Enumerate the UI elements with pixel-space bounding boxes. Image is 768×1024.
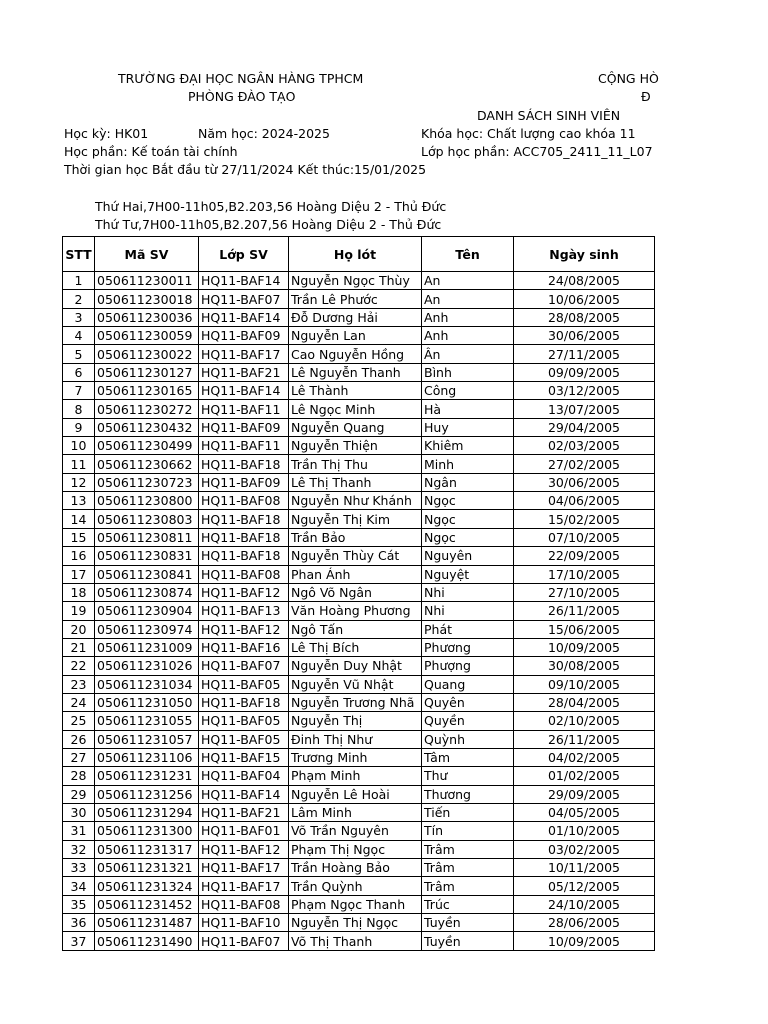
cell-last-middle-name: Nguyễn Trương Nhã bbox=[289, 693, 422, 711]
cell-class: HQ11-BAF21 bbox=[199, 803, 289, 821]
cell-first-name: An bbox=[422, 272, 514, 290]
cell-student-id: 050611230011 bbox=[95, 272, 199, 290]
cell-student-id: 050611230803 bbox=[95, 510, 199, 528]
cell-last-middle-name: Võ Trần Nguyên bbox=[289, 822, 422, 840]
cell-stt: 14 bbox=[63, 510, 95, 528]
cell-stt: 22 bbox=[63, 657, 95, 675]
cell-class: HQ11-BAF13 bbox=[199, 602, 289, 620]
cell-first-name: Công bbox=[422, 382, 514, 400]
table-row bbox=[63, 547, 655, 565]
cell-class: HQ11-BAF14 bbox=[199, 382, 289, 400]
cell-student-id: 050611231452 bbox=[95, 895, 199, 913]
cell-class: HQ11-BAF08 bbox=[199, 565, 289, 583]
cell-class: HQ11-BAF18 bbox=[199, 528, 289, 546]
cell-class: HQ11-BAF11 bbox=[199, 400, 289, 418]
cell-class: HQ11-BAF12 bbox=[199, 840, 289, 858]
cell-student-id: 050611230662 bbox=[95, 455, 199, 473]
cell-student-id: 050611231106 bbox=[95, 748, 199, 766]
cell-class: HQ11-BAF18 bbox=[199, 455, 289, 473]
table-row bbox=[63, 657, 655, 675]
cell-last-middle-name: Nguyễn Thị Ngọc bbox=[289, 914, 422, 932]
table-row bbox=[63, 803, 655, 821]
cell-stt: 21 bbox=[63, 638, 95, 656]
cell-stt: 12 bbox=[63, 473, 95, 491]
cell-birth-date: 10/09/2005 bbox=[514, 932, 655, 950]
cell-class: HQ11-BAF18 bbox=[199, 510, 289, 528]
cell-last-middle-name: Nguyễn Vũ Nhật bbox=[289, 675, 422, 693]
table-row bbox=[63, 602, 655, 620]
cell-class: HQ11-BAF05 bbox=[199, 675, 289, 693]
study-period-label: Thời gian học Bắt đầu từ 27/11/2024 Kết thúc:15/01/2025 bbox=[64, 162, 427, 177]
cell-first-name: Nguyên bbox=[422, 547, 514, 565]
cell-student-id: 050611230432 bbox=[95, 418, 199, 436]
cell-last-middle-name: Nguyễn Lê Hoài bbox=[289, 785, 422, 803]
cell-class: HQ11-BAF21 bbox=[199, 363, 289, 381]
cell-stt: 25 bbox=[63, 712, 95, 730]
cell-first-name: Thư bbox=[422, 767, 514, 785]
cell-student-id: 050611231055 bbox=[95, 712, 199, 730]
cell-first-name: Ngọc bbox=[422, 528, 514, 546]
cell-class: HQ11-BAF09 bbox=[199, 418, 289, 436]
header-first-name: Tên bbox=[422, 237, 514, 272]
cell-first-name: Phương bbox=[422, 638, 514, 656]
cell-birth-date: 22/09/2005 bbox=[514, 547, 655, 565]
cell-stt: 5 bbox=[63, 345, 95, 363]
cell-last-middle-name: Trần Lê Phước bbox=[289, 290, 422, 308]
cell-birth-date: 29/04/2005 bbox=[514, 418, 655, 436]
cell-stt: 2 bbox=[63, 290, 95, 308]
cell-student-id: 050611230127 bbox=[95, 363, 199, 381]
table-row bbox=[63, 583, 655, 601]
cell-birth-date: 10/11/2005 bbox=[514, 859, 655, 877]
cell-birth-date: 04/05/2005 bbox=[514, 803, 655, 821]
cell-last-middle-name: Phan Ánh bbox=[289, 565, 422, 583]
cell-stt: 18 bbox=[63, 583, 95, 601]
table-row bbox=[63, 345, 655, 363]
cell-student-id: 050611230811 bbox=[95, 528, 199, 546]
cell-birth-date: 03/02/2005 bbox=[514, 840, 655, 858]
cell-stt: 33 bbox=[63, 859, 95, 877]
cell-stt: 9 bbox=[63, 418, 95, 436]
cell-last-middle-name: Nguyễn Thị bbox=[289, 712, 422, 730]
cell-student-id: 050611230841 bbox=[95, 565, 199, 583]
cell-first-name: Tuyền bbox=[422, 932, 514, 950]
cell-last-middle-name: Đỗ Dương Hải bbox=[289, 308, 422, 326]
cell-student-id: 050611230904 bbox=[95, 602, 199, 620]
cell-stt: 32 bbox=[63, 840, 95, 858]
cell-first-name: Quyên bbox=[422, 693, 514, 711]
cell-last-middle-name: Lê Ngọc Minh bbox=[289, 400, 422, 418]
cell-class: HQ11-BAF09 bbox=[199, 473, 289, 491]
table-row bbox=[63, 620, 655, 638]
table-row bbox=[63, 877, 655, 895]
cell-last-middle-name: Nguyễn Duy Nhật bbox=[289, 657, 422, 675]
cell-stt: 8 bbox=[63, 400, 95, 418]
table-row bbox=[63, 748, 655, 766]
cell-class: HQ11-BAF05 bbox=[199, 712, 289, 730]
cell-stt: 4 bbox=[63, 327, 95, 345]
cell-class: HQ11-BAF16 bbox=[199, 638, 289, 656]
cell-first-name: Trâm bbox=[422, 840, 514, 858]
schedule-line-1: Thứ Hai,7H00-11h05,B2.203,56 Hoàng Diệu 2 - Thủ Đức bbox=[95, 199, 447, 214]
cell-first-name: Ân bbox=[422, 345, 514, 363]
cell-last-middle-name: Lâm Minh bbox=[289, 803, 422, 821]
table-row bbox=[63, 895, 655, 913]
cell-last-middle-name: Nguyễn Như Khánh bbox=[289, 492, 422, 510]
cell-birth-date: 27/11/2005 bbox=[514, 345, 655, 363]
cell-student-id: 050611230831 bbox=[95, 547, 199, 565]
cell-stt: 15 bbox=[63, 528, 95, 546]
cell-birth-date: 04/02/2005 bbox=[514, 748, 655, 766]
cell-class: HQ11-BAF05 bbox=[199, 730, 289, 748]
cell-student-id: 050611231231 bbox=[95, 767, 199, 785]
header-stt: STT bbox=[63, 237, 95, 272]
cell-birth-date: 13/07/2005 bbox=[514, 400, 655, 418]
cell-stt: 10 bbox=[63, 437, 95, 455]
cell-stt: 24 bbox=[63, 693, 95, 711]
cell-student-id: 050611231050 bbox=[95, 693, 199, 711]
cell-first-name: Ngọc bbox=[422, 492, 514, 510]
cell-birth-date: 09/09/2005 bbox=[514, 363, 655, 381]
cell-class: HQ11-BAF17 bbox=[199, 859, 289, 877]
cell-class: HQ11-BAF01 bbox=[199, 822, 289, 840]
cell-birth-date: 27/02/2005 bbox=[514, 455, 655, 473]
cell-stt: 11 bbox=[63, 455, 95, 473]
cell-first-name: Tuyền bbox=[422, 914, 514, 932]
cell-student-id: 050611230499 bbox=[95, 437, 199, 455]
table-row bbox=[63, 675, 655, 693]
cell-birth-date: 07/10/2005 bbox=[514, 528, 655, 546]
table-row bbox=[63, 492, 655, 510]
cell-class: HQ11-BAF14 bbox=[199, 272, 289, 290]
cell-stt: 13 bbox=[63, 492, 95, 510]
cell-birth-date: 28/08/2005 bbox=[514, 308, 655, 326]
table-row bbox=[63, 565, 655, 583]
cell-last-middle-name: Trần Quỳnh bbox=[289, 877, 422, 895]
cell-last-middle-name: Phạm Ngọc Thanh bbox=[289, 895, 422, 913]
table-row bbox=[63, 932, 655, 950]
cell-last-middle-name: Nguyễn Lan bbox=[289, 327, 422, 345]
cell-student-id: 050611231317 bbox=[95, 840, 199, 858]
cell-birth-date: 10/09/2005 bbox=[514, 638, 655, 656]
table-row bbox=[63, 400, 655, 418]
cell-first-name: Minh bbox=[422, 455, 514, 473]
cell-first-name: Tín bbox=[422, 822, 514, 840]
cell-last-middle-name: Trương Minh bbox=[289, 748, 422, 766]
cell-student-id: 050611231256 bbox=[95, 785, 199, 803]
cell-birth-date: 04/06/2005 bbox=[514, 492, 655, 510]
cell-stt: 35 bbox=[63, 895, 95, 913]
cell-first-name: Trúc bbox=[422, 895, 514, 913]
cell-stt: 28 bbox=[63, 767, 95, 785]
cell-stt: 26 bbox=[63, 730, 95, 748]
cell-first-name: Thương bbox=[422, 785, 514, 803]
cell-student-id: 050611230874 bbox=[95, 583, 199, 601]
cell-first-name: Trâm bbox=[422, 859, 514, 877]
cell-first-name: Khiêm bbox=[422, 437, 514, 455]
cell-student-id: 050611231294 bbox=[95, 803, 199, 821]
cell-stt: 36 bbox=[63, 914, 95, 932]
office-name: PHÒNG ĐÀO TẠO bbox=[188, 89, 296, 104]
cell-birth-date: 01/10/2005 bbox=[514, 822, 655, 840]
cell-student-id: 050611230018 bbox=[95, 290, 199, 308]
cell-birth-date: 30/06/2005 bbox=[514, 327, 655, 345]
cell-last-middle-name: Nguyễn Thiện bbox=[289, 437, 422, 455]
cell-birth-date: 10/06/2005 bbox=[514, 290, 655, 308]
cell-stt: 20 bbox=[63, 620, 95, 638]
cell-birth-date: 02/10/2005 bbox=[514, 712, 655, 730]
cell-first-name: An bbox=[422, 290, 514, 308]
cell-stt: 31 bbox=[63, 822, 95, 840]
cell-birth-date: 24/10/2005 bbox=[514, 895, 655, 913]
table-header-row bbox=[63, 237, 655, 272]
table-row bbox=[63, 327, 655, 345]
table-row bbox=[63, 859, 655, 877]
cell-stt: 6 bbox=[63, 363, 95, 381]
cell-first-name: Ngọc bbox=[422, 510, 514, 528]
cell-stt: 3 bbox=[63, 308, 95, 326]
cell-birth-date: 30/08/2005 bbox=[514, 657, 655, 675]
cell-last-middle-name: Đinh Thị Như bbox=[289, 730, 422, 748]
table-row bbox=[63, 528, 655, 546]
cell-last-middle-name: Nguyễn Ngọc Thùy bbox=[289, 272, 422, 290]
cell-class: HQ11-BAF07 bbox=[199, 932, 289, 950]
table-row bbox=[63, 785, 655, 803]
cell-birth-date: 03/12/2005 bbox=[514, 382, 655, 400]
table-row bbox=[63, 290, 655, 308]
cell-first-name: Phát bbox=[422, 620, 514, 638]
cell-first-name: Bình bbox=[422, 363, 514, 381]
header-last-middle-name: Họ lót bbox=[289, 237, 422, 272]
cell-last-middle-name: Lê Thành bbox=[289, 382, 422, 400]
cell-birth-date: 28/06/2005 bbox=[514, 914, 655, 932]
cell-birth-date: 02/03/2005 bbox=[514, 437, 655, 455]
cell-birth-date: 29/09/2005 bbox=[514, 785, 655, 803]
cell-student-id: 050611230059 bbox=[95, 327, 199, 345]
cell-class: HQ11-BAF14 bbox=[199, 308, 289, 326]
cell-first-name: Tâm bbox=[422, 748, 514, 766]
cell-first-name: Quang bbox=[422, 675, 514, 693]
cell-student-id: 050611231026 bbox=[95, 657, 199, 675]
course-label: Khóa học: Chất lượng cao khóa 11 bbox=[421, 126, 636, 141]
table-row bbox=[63, 712, 655, 730]
cell-student-id: 050611230272 bbox=[95, 400, 199, 418]
cell-birth-date: 17/10/2005 bbox=[514, 565, 655, 583]
cell-last-middle-name: Lê Thị Bích bbox=[289, 638, 422, 656]
cell-last-middle-name: Nguyễn Thị Kim bbox=[289, 510, 422, 528]
student-list-table bbox=[62, 236, 655, 951]
table-row bbox=[63, 638, 655, 656]
cell-stt: 7 bbox=[63, 382, 95, 400]
cell-last-middle-name: Lê Thị Thanh bbox=[289, 473, 422, 491]
table-row bbox=[63, 822, 655, 840]
cell-student-id: 050611231009 bbox=[95, 638, 199, 656]
cell-first-name: Ngân bbox=[422, 473, 514, 491]
cell-class: HQ11-BAF14 bbox=[199, 785, 289, 803]
cell-class: HQ11-BAF18 bbox=[199, 693, 289, 711]
cell-first-name: Nhi bbox=[422, 602, 514, 620]
cell-birth-date: 05/12/2005 bbox=[514, 877, 655, 895]
table-row bbox=[63, 473, 655, 491]
table-row bbox=[63, 914, 655, 932]
cell-birth-date: 09/10/2005 bbox=[514, 675, 655, 693]
cell-class: HQ11-BAF07 bbox=[199, 290, 289, 308]
cell-stt: 37 bbox=[63, 932, 95, 950]
cell-stt: 1 bbox=[63, 272, 95, 290]
cell-class: HQ11-BAF11 bbox=[199, 437, 289, 455]
cell-student-id: 050611231321 bbox=[95, 859, 199, 877]
cell-first-name: Phượng bbox=[422, 657, 514, 675]
cell-birth-date: 26/11/2005 bbox=[514, 602, 655, 620]
cell-birth-date: 26/11/2005 bbox=[514, 730, 655, 748]
cell-stt: 16 bbox=[63, 547, 95, 565]
cell-student-id: 050611231300 bbox=[95, 822, 199, 840]
table-row bbox=[63, 437, 655, 455]
cell-last-middle-name: Lê Nguyễn Thanh bbox=[289, 363, 422, 381]
cell-first-name: Hà bbox=[422, 400, 514, 418]
cell-last-middle-name: Võ Thị Thanh bbox=[289, 932, 422, 950]
cell-student-id: 050611231490 bbox=[95, 932, 199, 950]
cell-class: HQ11-BAF15 bbox=[199, 748, 289, 766]
cell-first-name: Nhi bbox=[422, 583, 514, 601]
cell-birth-date: 28/04/2005 bbox=[514, 693, 655, 711]
cell-last-middle-name: Trần Hoàng Bảo bbox=[289, 859, 422, 877]
cell-stt: 27 bbox=[63, 748, 95, 766]
cell-student-id: 050611230022 bbox=[95, 345, 199, 363]
cell-stt: 23 bbox=[63, 675, 95, 693]
table-row bbox=[63, 730, 655, 748]
cell-class: HQ11-BAF09 bbox=[199, 327, 289, 345]
table-row bbox=[63, 363, 655, 381]
cell-first-name: Huy bbox=[422, 418, 514, 436]
cell-last-middle-name: Ngô Tấn bbox=[289, 620, 422, 638]
cell-class: HQ11-BAF12 bbox=[199, 583, 289, 601]
motto-heading: Đ bbox=[641, 89, 651, 104]
cell-last-middle-name: Phạm Thị Ngọc bbox=[289, 840, 422, 858]
academic-year-label: Năm học: 2024-2025 bbox=[198, 126, 330, 141]
cell-stt: 29 bbox=[63, 785, 95, 803]
semester-label: Học kỳ: HK01 bbox=[64, 126, 149, 141]
cell-first-name: Anh bbox=[422, 327, 514, 345]
cell-student-id: 050611231057 bbox=[95, 730, 199, 748]
cell-student-id: 050611230036 bbox=[95, 308, 199, 326]
table-row bbox=[63, 272, 655, 290]
cell-birth-date: 27/10/2005 bbox=[514, 583, 655, 601]
cell-class: HQ11-BAF04 bbox=[199, 767, 289, 785]
cell-last-middle-name: Cao Nguyễn Hồng bbox=[289, 345, 422, 363]
document-title: DANH SÁCH SINH VIÊN bbox=[477, 108, 621, 123]
cell-student-id: 050611230723 bbox=[95, 473, 199, 491]
republic-heading: CỘNG HÒ bbox=[598, 71, 659, 86]
cell-class: HQ11-BAF12 bbox=[199, 620, 289, 638]
schedule-line-2: Thứ Tư,7H00-11h05,B2.207,56 Hoàng Diệu 2 - Thủ Đức bbox=[95, 217, 442, 232]
cell-student-id: 050611230974 bbox=[95, 620, 199, 638]
cell-last-middle-name: Nguyễn Quang bbox=[289, 418, 422, 436]
cell-first-name: Trâm bbox=[422, 877, 514, 895]
table-row bbox=[63, 767, 655, 785]
cell-class: HQ11-BAF17 bbox=[199, 345, 289, 363]
school-name: TRƯỜNG ĐẠI HỌC NGÂN HÀNG TPHCM bbox=[118, 71, 364, 86]
table-row bbox=[63, 455, 655, 473]
cell-birth-date: 15/02/2005 bbox=[514, 510, 655, 528]
cell-last-middle-name: Phạm Minh bbox=[289, 767, 422, 785]
cell-first-name: Tiến bbox=[422, 803, 514, 821]
cell-first-name: Quỳnh bbox=[422, 730, 514, 748]
header-student-id: Mã SV bbox=[95, 237, 199, 272]
cell-stt: 34 bbox=[63, 877, 95, 895]
cell-last-middle-name: Trần Bảo bbox=[289, 528, 422, 546]
header-class: Lớp SV bbox=[199, 237, 289, 272]
cell-class: HQ11-BAF08 bbox=[199, 895, 289, 913]
cell-last-middle-name: Nguyễn Thùy Cát bbox=[289, 547, 422, 565]
cell-last-middle-name: Văn Hoàng Phương bbox=[289, 602, 422, 620]
cell-class: HQ11-BAF18 bbox=[199, 547, 289, 565]
table-row bbox=[63, 693, 655, 711]
cell-birth-date: 30/06/2005 bbox=[514, 473, 655, 491]
cell-student-id: 050611230165 bbox=[95, 382, 199, 400]
table-row bbox=[63, 308, 655, 326]
cell-stt: 17 bbox=[63, 565, 95, 583]
cell-stt: 19 bbox=[63, 602, 95, 620]
cell-student-id: 050611231487 bbox=[95, 914, 199, 932]
cell-student-id: 050611231324 bbox=[95, 877, 199, 895]
cell-class: HQ11-BAF07 bbox=[199, 657, 289, 675]
cell-birth-date: 24/08/2005 bbox=[514, 272, 655, 290]
table-row bbox=[63, 418, 655, 436]
cell-first-name: Anh bbox=[422, 308, 514, 326]
cell-last-middle-name: Trần Thị Thu bbox=[289, 455, 422, 473]
cell-first-name: Nguyệt bbox=[422, 565, 514, 583]
header-birth-date: Ngày sinh bbox=[514, 237, 655, 272]
cell-birth-date: 01/02/2005 bbox=[514, 767, 655, 785]
cell-last-middle-name: Ngô Võ Ngân bbox=[289, 583, 422, 601]
cell-student-id: 050611231034 bbox=[95, 675, 199, 693]
table-row bbox=[63, 510, 655, 528]
cell-student-id: 050611230800 bbox=[95, 492, 199, 510]
cell-stt: 30 bbox=[63, 803, 95, 821]
class-label: Lớp học phần: ACC705_2411_11_L07 bbox=[421, 144, 653, 159]
cell-class: HQ11-BAF08 bbox=[199, 492, 289, 510]
table-row bbox=[63, 382, 655, 400]
subject-label: Học phần: Kế toán tài chính bbox=[64, 144, 238, 159]
cell-first-name: Quyền bbox=[422, 712, 514, 730]
table-row bbox=[63, 840, 655, 858]
cell-class: HQ11-BAF10 bbox=[199, 914, 289, 932]
cell-birth-date: 15/06/2005 bbox=[514, 620, 655, 638]
cell-class: HQ11-BAF17 bbox=[199, 877, 289, 895]
